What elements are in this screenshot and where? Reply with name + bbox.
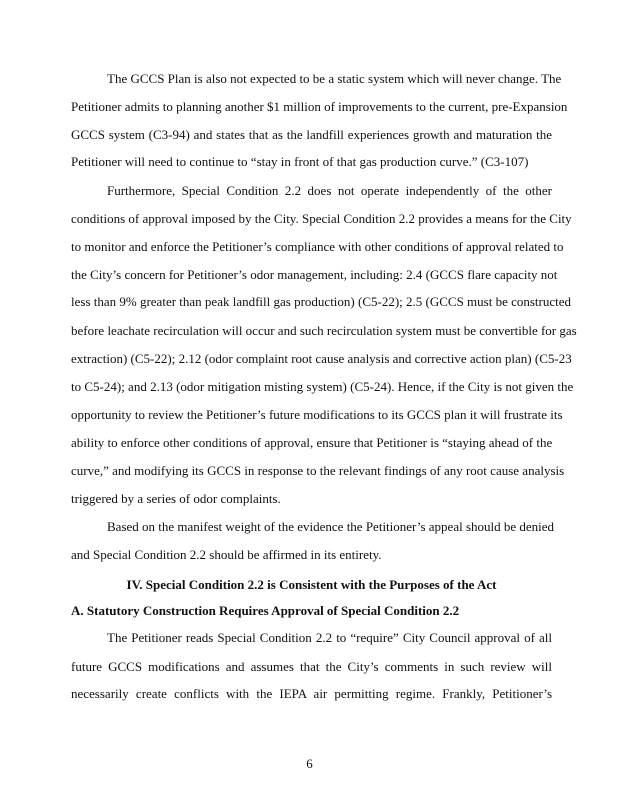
paragraph-4-line: future GCCS modifications and assumes that the City’s comments in such review will: [71, 659, 552, 674]
subsection-heading: A. Statutory Construction Requires Approval of Special Condition 2.2: [71, 603, 460, 618]
paragraph-3-line: and Special Condition 2.2 should be affirmed in its entirety.: [71, 547, 382, 562]
paragraph-2-line: less than 9% greater than peak landfill gas production) (C5-22); 2.5 (GCCS must be constructed: [71, 294, 572, 309]
paragraph-3-line: Based on the manifest weight of the evidence the Petitioner’s appeal should be denied: [107, 519, 555, 534]
paragraph-2-line: opportunity to review the Petitioner’s future modifications to its GCCS plan it will frustrate its: [71, 407, 563, 422]
paragraph-2-line: to monitor and enforce the Petitioner’s compliance with other conditions of approval related to: [71, 239, 564, 254]
paragraph-2-line: curve,” and modifying its GCCS in response to the relevant findings of any root cause analysis: [71, 463, 565, 478]
paragraph-2-line: before leachate recirculation will occur and such recirculation system must be convertible for gas: [71, 323, 577, 338]
paragraph-2-line: ability to enforce other conditions of approval, ensure that Petitioner is “staying ahead of the: [71, 435, 553, 450]
page-number: 6: [306, 756, 313, 771]
section-heading: IV. Special Condition 2.2 is Consistent with the Purposes of the Act: [126, 577, 497, 592]
paragraph-2-line: conditions of approval imposed by the City. Special Condition 2.2 provides a means for the City: [71, 211, 572, 226]
paragraph-2-line: extraction) (C5-22); 2.12 (odor complaint root cause analysis and corrective action plan) (C5-23: [71, 351, 572, 366]
paragraph-1-line: Petitioner will need to continue to “stay in front of that gas production curve.” (C3-107): [71, 154, 529, 169]
paragraph-2-line: the City’s concern for Petitioner’s odor management, including: 2.4 (GCCS flare capacity not: [71, 267, 558, 282]
paragraph-1-line: GCCS system (C3-94) and states that as the landfill experiences growth and maturation the: [71, 127, 552, 142]
paragraph-1-line: Petitioner admits to planning another $1 million of improvements to the current, pre-Expansion: [71, 99, 568, 114]
paragraph-4-line: The Petitioner reads Special Condition 2.2 to “require” City Council approval of all: [107, 630, 552, 645]
paragraph-2-line: Furthermore, Special Condition 2.2 does not operate independently of the other: [107, 183, 552, 198]
paragraph-1-line: The GCCS Plan is also not expected to be a static system which will never change. The: [107, 71, 562, 86]
paragraph-2-line: to C5-24); and 2.13 (odor mitigation misting system) (C5-24). Hence, if the City is not given the: [71, 379, 574, 394]
paragraph-4-line: necessarily create conflicts with the IEPA air permitting regime. Frankly, Petitioner’s: [71, 686, 552, 701]
paragraph-2-line: triggered by a series of odor complaints.: [71, 491, 281, 506]
